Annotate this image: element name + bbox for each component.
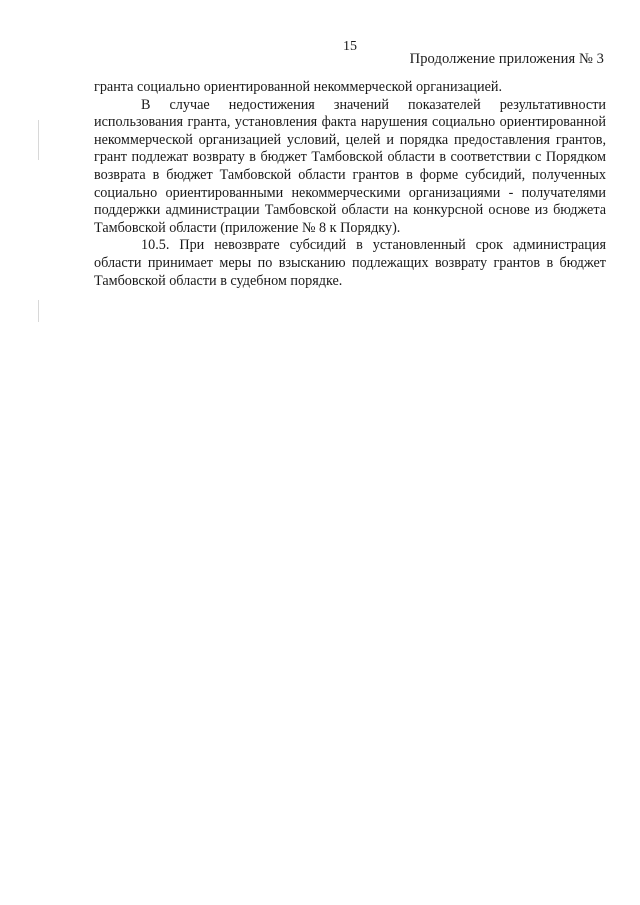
paragraph-10-5: 10.5. При невозврате субсидий в установленный срок администрация области принимает меры по взысканию подлежащих возврату грантов в бюджет Тамбовской области в судебном порядке. [94, 237, 606, 289]
paragraph-grant-return: В случае недостижения значений показателей результативности использования гранта, установления факта нарушения социально ориентированной некоммерческой организацией условий, целей и порядка предоставления грантов, грант подлежат возврату в бюджет Тамбовской области в соответствии с Порядком возврата в бюджет Тамбовской области грантов в форме субсидий, полученных социально ориентированными некоммерческими организациями - получателями поддержки администрации Тамбовской области на конкурсной основе из бюджета Тамбовской области (приложение № 8 к Порядку). [94, 96, 606, 236]
scan-margin-mark [38, 120, 39, 160]
appendix-continuation-label: Продолжение приложения № 3 [409, 51, 604, 67]
scan-margin-mark [38, 300, 39, 322]
document-body [94, 79, 606, 290]
page-number: 15 [343, 39, 357, 54]
paragraph-continued: гранта социально ориентированной некоммерческой организацией. [94, 79, 503, 95]
